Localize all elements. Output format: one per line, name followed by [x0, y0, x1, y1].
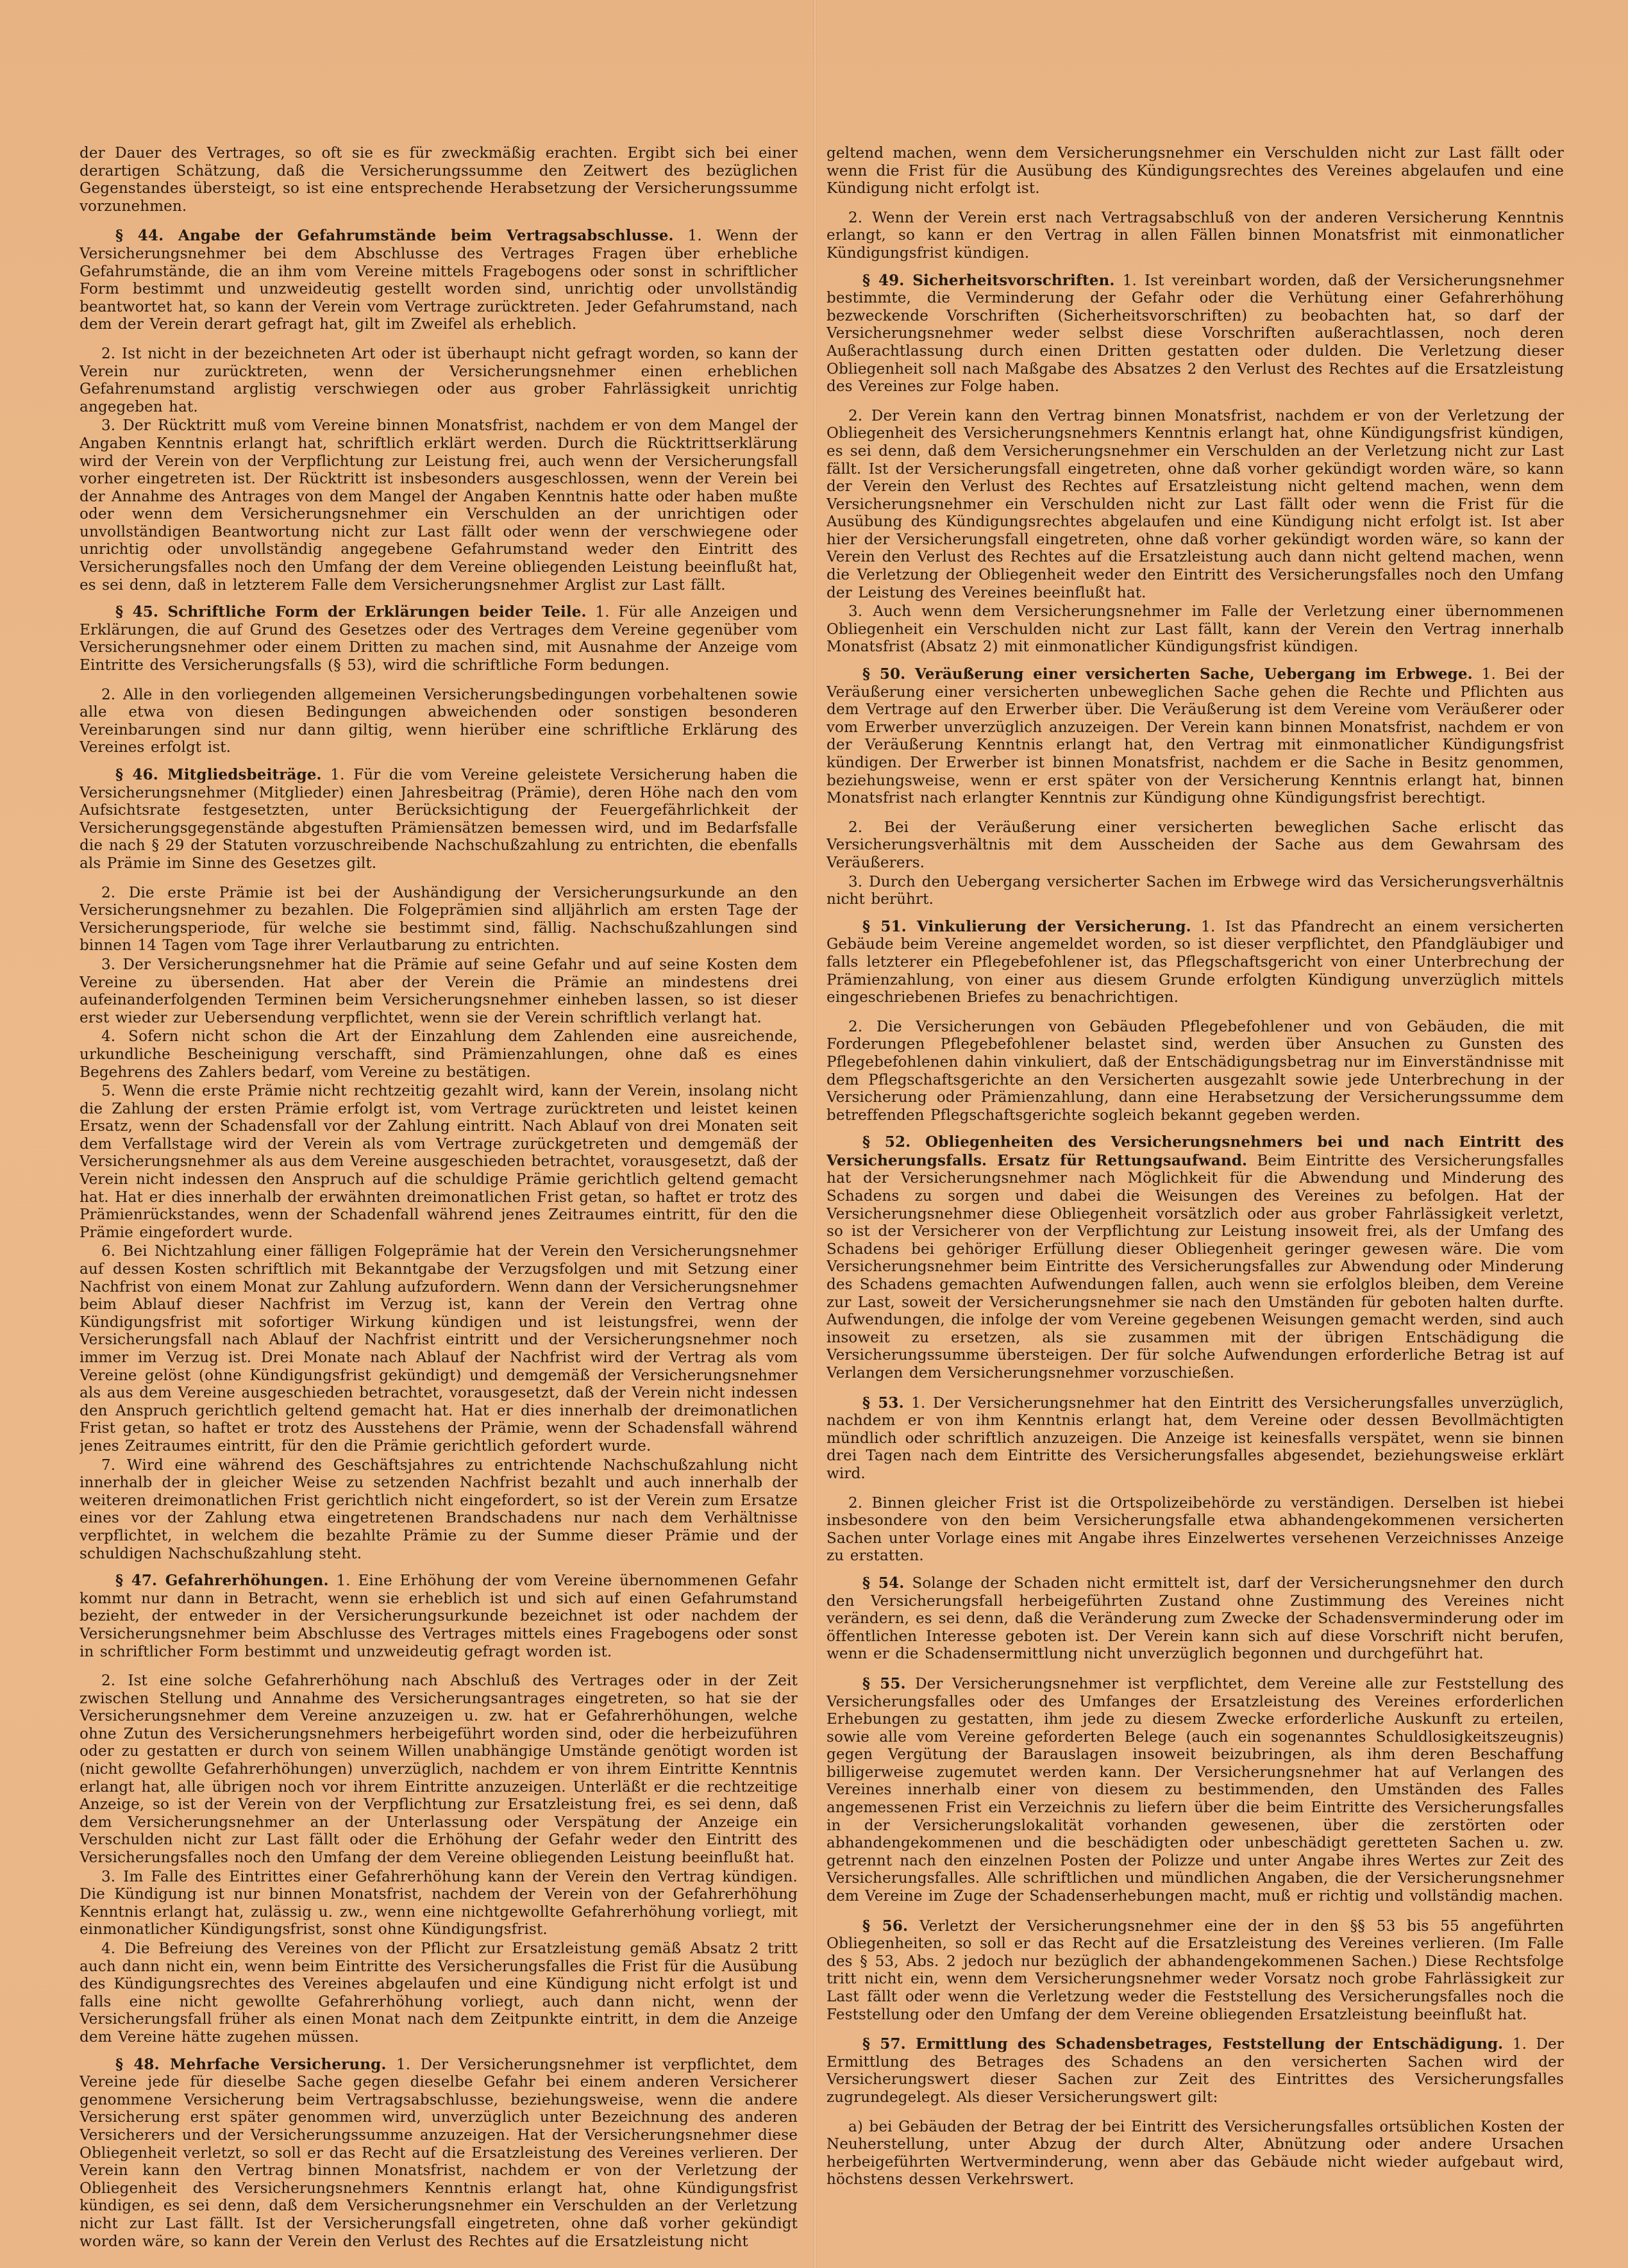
text-paragraph: [80, 1083, 798, 1242]
paragraph-text: 1. Ist vereinbart worden, daß der Versicherungsnehmer bestimmte, die Verminderung der Gefahr oder die Verhütung einer Gefahrerhöhung bezweckende Vorschriften (Sicherheitsvorschriften) zu beobachten hat, so darf der Versicherungsnehmer weder selbst diese Vorschriften außerachtlassen, noch deren Außerachtlassung durch einen Dritten gestatten oder dulden. Die Verletzung dieser Obliegenheit soll nach Maßgabe des Absatzes 2 den Verlust des Rechtes auf die Ersatzleistung des Vereines zur Folge haben.: [827, 272, 1564, 396]
section-paragraph: [827, 1574, 1564, 1663]
section-paragraph: [80, 2056, 798, 2251]
paragraph-text: 5. Wenn die erste Prämie nicht rechtzeitig gezahlt wird, kann der Verein, insolang nicht die Zahlung der ersten Prämie erfolgt ist, vom Vertrage zurücktreten und leistet keinen Ersatz, wenn der Schadensfall vor der Zahlung eintritt. Nach Ablauf von drei Monaten seit dem Verfallstage wird der Verein als vom Vertrage zurückgetreten und demgemäß der Versicherungsnehmer als aus dem Vereine ausgeschieden betrachtet, vorausgesetzt, daß der Verein nicht indessen den Anspruch auf die schuldige Prämie gerichtlich geltend gemacht hat. Hat er dies innerhalb der erwähnten dreimonatlichen Frist getan, so haftet er trotz des Prämienrückstandes, wenn der Schadenfall während jenes Zeitraumes eintritt, für den die Prämie eingefordert wurde.: [80, 1083, 798, 1241]
section-paragraph: [827, 272, 1564, 396]
section-heading: § 55.: [862, 1674, 906, 1692]
section-heading: § 48. Mehrfache Versicherung.: [115, 2055, 387, 2073]
text-paragraph: [827, 819, 1564, 872]
paragraph-text: 1. Für alle Anzeigen und Erklärungen, die auf Grund des Gesetzes oder des Vertrages dem Vereine gegenüber vom Versicherungsnehmer oder einem Dritten zu machen sind, mit Ausnahme der Anzeige vom Eintritte des Versicherungsfalls (§ 53), wird die schriftliche Form bedungen.: [80, 604, 798, 674]
section-paragraph: [827, 1394, 1564, 1483]
section-heading: § 45. Schriftliche Form der Erklärungen beider Teile.: [115, 603, 587, 621]
text-paragraph: [827, 874, 1564, 909]
paragraph-text: 1. Wenn der Versicherungsnehmer bei dem Abschlusse des Vertrages Fragen über erhebliche Gefahrumstände, die an ihm vom Vereine mittels Fragebogens oder sonst in schriftlicher Form bestimmt und unzweideutig gestellt worden sind, unrichtig oder unvollständig beantwortet hat, so kann der Verein vom Vertrage zurücktreten. Jeder Gefahrumstand, nach dem der Verein derart gefragt hat, gilt im Zweifel als erheblich.: [80, 228, 798, 333]
paragraph-text: 1. Der Versicherungsnehmer hat den Eintritt des Versicherungsfalles unverzüglich, nachdem er von ihm Kenntnis erlangt hat, dem Vereine oder dessen Bevollmächtigten mündlich oder schriftlich anzuzeigen. Die Anzeige ist keinesfalls verspätet, wenn sie binnen drei Tagen nach dem Eintritte des Versicherungsfalles abgesendet, beziehungsweise erklärt wird.: [827, 1394, 1564, 1482]
section-paragraph: [80, 766, 798, 873]
text-paragraph: [80, 1457, 798, 1563]
section-paragraph: [827, 1133, 1564, 1382]
paragraph-text: 2. Ist eine solche Gefahrerhöhung nach Abschluß des Vertrages oder in der Zeit zwischen Stellung und Annahme des Versicherungsantrages eingetreten, so hat sie der Versicherungsnehmer dem Vereine anzuzeigen u. zw. hat er Gefahrerhöhungen, welche ohne Zutun des Versicherungsnehmers herbeigeführt worden sind, oder die herbeizuführen oder zu gestatten er durch von seinem Willen unabhängige Umstände genötigt worden ist (nicht gewollte Gefahrerhöhungen) unverzüglich, nachdem er von ihrem Eintritte Kenntnis erlangt hat, alle übrigen noch vor ihrem Eintritte anzuzeigen. Unterläßt er die rechtzeitige Anzeige, so ist der Verein von der Verpflichtung zur Ersatzleistung frei, es sei denn, daß dem Versicherungsnehmer an der Unterlassung oder Verspätung der Anzeige ein Verschulden nicht zur Last fällt oder die Erhöhung der Gefahr weder den Eintritt des Versicherungsfalles noch den Umfang der dem Vereine obliegenden Leistung beeinflußt hat.: [80, 1672, 798, 1867]
paragraph-text: 4. Sofern nicht schon die Art der Einzahlung dem Zahlenden eine ausreichende, urkundliche Bescheinigung verschafft, sind Prämienzahlungen, ohne daß es eines Begehrens des Zahlers bedarf, vom Vereine zu bestätigen.: [80, 1028, 798, 1081]
section-heading: § 46. Mitgliedsbeiträge.: [115, 766, 322, 783]
paragraph-text: Solange der Schaden nicht ermittelt ist, darf der Versicherungsnehmer den durch den Versicherungsfall herbeigeführten Zustand ohne Zustimmung des Vereines nicht verändern, es sei denn, daß die Veränderung zum Zwecke der Schadensverminderung oder im öffentlichen Interesse geboten ist. Der Verein kann sich auf diese Vorschrift nicht berufen, wenn er die Schadensermittlung nicht unverzüglich begonnen und durchgeführt hat.: [827, 1574, 1564, 1663]
section-paragraph: [827, 918, 1564, 1007]
text-paragraph: [827, 1495, 1564, 1565]
section-heading: § 52. Obliegenheiten des Versicherungsnehmers bei und nach Eintritt des Versicherungsfalls. Ersatz für Rettungsaufwand.: [827, 1133, 1564, 1169]
paragraph-text: 6. Bei Nichtzahlung einer fälligen Folgeprämie hat der Verein den Versicherungsnehmer auf dessen Kosten schriftlich mit Bekanntgabe der Verzugsfolgen und mit Setzung einer Nachfrist von einem Monat zur Zahlung aufzufordern. Wenn dann der Versicherungsnehmer beim Ablauf dieser Nachfrist im Verzug ist, kann der Verein den Vertrag ohne Kündigungsfrist mit sofortiger Wirkung kündigen und ist leistungsfrei, wenn der Versicherungsfall nach Ablauf der Nachfrist eintritt und der Versicherungsnehmer noch immer im Verzug ist. Drei Monate nach Ablauf der Nachfrist wird der Vertrag als vom Vereine gelöst (ohne Kündigungsfrist gekündigt) und demgemäß der Versicherungsnehmer als aus dem Vereine ausgeschieden betrachtet, vorausgesetzt, daß der Verein nicht indessen den Anspruch gerichtlich geltend gemacht hat. Hat er dies innerhalb der dreimonatlichen Frist getan, so haftet er trotz des Ausstehens der Prämie, wenn der Schadensfall während jenes Zeitraumes eintritt, für den die Prämie gerichtlich gefordert wurde.: [80, 1243, 798, 1455]
paragraph-text: 3. Der Rücktritt muß vom Vereine binnen Monatsfrist, nachdem er von dem Mangel der Angaben Kenntnis erlangt hat, schriftlich erklärt werden. Durch die Rücktrittserklärung wird der Verein von der Verpflichtung zur Leistung frei, auch wenn der Versicherungsfall vorher eingetreten ist. Der Rücktritt ist insbesonders ausgeschlossen, wenn der Verein bei der Annahme des Antrages von dem Mangel der Angaben Kenntnis hatte oder haben mußte oder wenn dem Versicherungsnehmer ein Verschulden an der unrichtigen oder unvollständigen Beantwortung nicht zur Last fällt oder wenn der verschwiegene oder unrichtig oder unvollständig angegebene Gefahrumstand weder den Eintritt des Versicherungsfalles noch den Umfang der dem Vereine obliegenden Leistung beeinflußt hat, es sei denn, daß in letzterem Falle dem Versicherungsnehmer Arglist zur Last fällt.: [80, 417, 798, 594]
text-paragraph: [80, 687, 798, 757]
paragraph-text: 3. Auch wenn dem Versicherungsnehmer im Falle der Verletzung einer übernommenen Obliegenheit ein Verschulden nicht zur Last fällt, kann der Verein den Vertrag innerhalb Monatsfrist (Absatz 2) mit einmonatlicher Kündigungsfrist kündigen.: [827, 603, 1564, 656]
paragraph-text: Beim Eintritte des Versicherungsfalles hat der Versicherungsnehmer nach Möglichkeit für die Abwendung und Minderung des Schadens zu sorgen und dabei die Weisungen des Vereines zu befolgen. Hat der Versicherungsnehmer diese Obliegenheit vorsätzlich oder aus grober Fahrlässigkeit verletzt, so ist der Versicherer von der Verpflichtung zur Leistung insoweit frei, als der Umfang des Schadens bei gehöriger Erfüllung dieser Obliegenheit geringer gewesen wäre. Die vom Versicherungsnehmer beim Eintritte des Versicherungsfalles zur Abwendung oder Minderung des Schadens gemachten Aufwendungen fallen, auch wenn sie erfolglos bleiben, dem Vereine zur Last, soweit der Versicherungsnehmer sie nach den Umständen für geboten halten durfte. Aufwendungen, die infolge der vom Vereine gegebenen Weisungen gemacht werden, sind auch insoweit zu ersetzen, als sie zusammen mit der übrigen Entschädigung die Versicherungssumme übersteigen. Der für solche Aufwendungen erforderliche Betrag ist auf Verlangen dem Versicherungsnehmer vorzuschießen.: [827, 1152, 1564, 1381]
paragraph-text: der Dauer des Vertrages, so oft sie es für zweckmäßig erachten. Ergibt sich bei einer derartigen Schätzung, daß die Versicherungssumme den Zeitwert des bezüglichen Gegenstandes übersteigt, so ist eine entsprechende Herabsetzung der Versicherungssumme vorzunehmen.: [80, 145, 798, 215]
paragraph-text: 2. Ist nicht in der bezeichneten Art oder ist überhaupt nicht gefragt worden, so kann der Verein nur zurücktreten, wenn der Versicherungsnehmer einen erheblichen Gefahrenumstand arglistig verschwiegen oder aus grober Fahrlässigkeit unrichtig angegeben hat.: [80, 345, 798, 415]
text-paragraph: [80, 1672, 798, 1867]
text-paragraph: [827, 1019, 1564, 1125]
text-paragraph: [80, 145, 798, 215]
section-paragraph: [80, 603, 798, 674]
section-heading: § 50. Veräußerung einer versicherten Sache, Uebergang im Erbwege.: [862, 665, 1473, 683]
text-paragraph: [827, 2119, 1564, 2189]
section-heading: § 51. Vinkulierung der Versicherung.: [862, 917, 1191, 935]
text-paragraph: [827, 603, 1564, 656]
section-heading: § 56.: [862, 1917, 909, 1935]
paragraph-text: 1. Bei der Veräußerung einer versicherten unbeweglichen Sache gehen die Rechte und Pflichten aus dem Vertrage auf den Erwerber über. Die Veräußerung ist dem Vereine vom Veräußerer oder vom Erwerber unverzüglich anzuzeigen. Der Verein kann binnen Monatsfrist, nachdem er von der Veräußerung Kenntnis erlangt hat, den Vertrag mit einmonatlicher Kündigungsfrist kündigen. Der Erwerber ist binnen Monatsfrist, nachdem er die Sache in Besitz genommen, beziehungsweise, wenn er erst später von der Versicherung Kenntnis erlangt hat, binnen Monatsfrist nach erlangter Kenntnis zur Kündigung ohne Kündigungsfrist berechtigt.: [827, 666, 1564, 807]
paragraph-text: 2. Alle in den vorliegenden allgemeinen Versicherungsbedingungen vorbehaltenen sowie alle etwa von diesen Bedingungen abweichenden oder sonstigen besonderen Vereinbarungen sind nur dann giltig, wenn hierüber eine schriftliche Erklärung des Vereines erfolgt ist.: [80, 686, 798, 756]
text-paragraph: [80, 1028, 798, 1081]
section-heading: § 57. Ermittlung des Schadensbetrages, Feststellung der Entschädigung.: [862, 2035, 1504, 2053]
paragraph-text: 2. Der Verein kann den Vertrag binnen Monatsfrist, nachdem er von der Verletzung der Obliegenheit des Versicherungsnehmers Kenntnis erlangt hat, ohne Kündigungsfrist kündigen, es sei denn, daß dem Versicherungsnehmer ein Verschulden an der Verletzung nicht zur Last fällt. Ist der Versicherungsfall eingetreten, ohne daß vorher gekündigt worden wäre, so kann der Verein den Verlust des Rechtes auf Ersatzleistung nicht geltend machen, wenn dem Versicherungsnehmer ein Verschulden nicht zur Last fällt oder wenn die Frist für die Ausübung des Kündigungsrechtes abgelaufen und eine Kündigung nicht erfolgt ist. Ist aber hier der Versicherungsfall eingetreten, ohne daß vorher gekündigt worden wäre, so kann der Verein den Verlust des Rechtes auf die Ersatzleistung auch dann nicht geltend machen, wenn die Verletzung der Obliegenheit weder den Eintritt des Versicherungsfalles noch den Umfang der Leistung des Vereines beeinflußt hat.: [827, 407, 1564, 601]
paragraph-text: 2. Die erste Prämie ist bei der Aushändigung der Versicherungsurkunde an den Versicherungsnehmer zu bezahlen. Die Folgeprämien sind alljährlich am ersten Tage der Versicherungsperiode, für welche sie bestimmt sind, fällig. Nachschußzahlungen sind binnen 14 Tagen vom Tage ihrer Verlautbarung zu entrichten.: [80, 884, 798, 955]
left-column: [80, 145, 798, 2254]
text-paragraph: [80, 346, 798, 416]
paragraph-text: 3. Im Falle des Eintrittes einer Gefahrerhöhung kann der Verein den Vertrag kündigen. Die Kündigung ist nur binnen Monatsfrist, nachdem der Verein von der Gefahrerhöhung Kenntnis erlangt hat, zulässig u. zw., wenn eine nichtgewollte Gefahrerhöhung vorliegt, mit einmonatlicher Kündigungsfrist, sonst ohne Kündigungsfrist.: [80, 1868, 798, 1939]
text-paragraph: [80, 885, 798, 955]
text-paragraph: [827, 210, 1564, 263]
paragraph-text: 2. Wenn der Verein erst nach Vertragsabschluß von der anderen Versicherung Kenntnis erlangt, so kann er den Vertrag in allen Fällen binnen Monatsfrist mit einmonatlicher Kündigungsfrist kündigen.: [827, 209, 1564, 262]
paragraph-text: 1. Eine Erhöhung der vom Vereine übernommenen Gefahr kommt nur dann in Betracht, wenn sie erheblich ist und sich auf einen Gefahrumstand bezieht, der entweder in der Versicherungsurkunde bezeichnet ist oder nachdem der Versicherungsnehmer beim Abschlusse des Vertrages mittels eines Fragebogens oder sonst in schriftlicher Form bestimmt und unzweideutig gefragt worden ist.: [80, 1572, 798, 1660]
section-heading: § 47. Gefahrerhöhungen.: [115, 1572, 329, 1590]
paragraph-text: 7. Wird eine während des Geschäftsjahres zu entrichtende Nachschußzahlung nicht innerhalb der in gleicher Weise zu setzenden Nachfrist bezahlt und auch innerhalb der weiteren dreimonatlichen Frist gerichtlich nicht eingefordert, so ist der Verein zum Ersatze eines vor der Zahlung etwa eingetretenen Brandschadens nur nach dem Verhältnisse verpflichtet, in welchem die bezahlte Prämie zu der Summe dieser Prämie und der schuldigen Nachschußzahlung steht.: [80, 1456, 798, 1562]
paragraph-text: 2. Die Versicherungen von Gebäuden Pflegebefohlener und von Gebäuden, die mit Forderungen Pflegebefohlener belastet sind, werden über Ansuchen zu Gunsten des Pflegebefohlenen dahin vinkuliert, daß der Entschädigungsbetrag nur im Einverständnisse mit dem Pflegschaftsgerichte an den Versicherten ausgezahlt sowie jede Unterbrechung in der Versicherung oder Prämienzahlung, dann eine Herabsetzung der Versicherungssumme dem betreffenden Pflegschaftsgerichte sogleich bekannt gegeben werden.: [827, 1018, 1564, 1124]
section-paragraph: [80, 227, 798, 334]
text-paragraph: [80, 417, 798, 594]
section-paragraph: [827, 1917, 1564, 2024]
paragraph-text: Verletzt der Versicherungsnehmer eine der in den §§ 53 bis 55 angeführten Obliegenheiten, so soll er das Recht auf die Ersatzleistung des Vereines verlieren. (Im Falle des § 53, Abs. 2 jedoch nur bezüglich der abhandengekommenen Sachen.) Diese Rechtsfolge tritt nicht ein, wenn dem Versicherungsnehmer weder Vorsatz noch grobe Fahrlässigkeit zur Last fällt oder wenn die Verletzung weder die Feststellung des Versicherungsfalles noch die Feststellung oder den Umfang der dem Vereine obliegenden Ersatzleistung beeinflußt hat.: [827, 1917, 1564, 2023]
paragraph-text: 2. Binnen gleicher Frist ist die Ortspolizeibehörde zu verständigen. Derselben ist hiebei insbesondere von den beim Versicherungsfalle etwa abhandengekommenen versicherten Sachen unter Vorlage eines mit Angabe ihres Einzelwertes versehenen Verzeichnisses Anzeige zu erstatten.: [827, 1494, 1564, 1565]
paragraph-text: 3. Der Versicherungsnehmer hat die Prämie auf seine Gefahr und auf seine Kosten dem Vereine zu übersenden. Hat aber der Verein die Prämie an mindestens drei aufeinanderfolgenden Terminen beim Versicherungsnehmer einheben lassen, so ist dieser erst wieder zur Uebersendung verpflichtet, wenn sie der Verein schriftlich verlangt hat.: [80, 956, 798, 1026]
paragraph-text: 2. Bei der Veräußerung einer versicherten beweglichen Sache erlischt das Versicherungsverhältnis mit dem Ausscheiden der Sache aus dem Gewahrsam des Veräußerers.: [827, 819, 1564, 871]
paragraph-text: 1. Der Versicherungsnehmer ist verpflichtet, dem Vereine jede für dieselbe Sache gegen dieselbe Gefahr bei einem anderen Versicherer genommene Versicherung beim Vertragsabschlusse, beziehungsweise, wenn die andere Versicherung erst später genommen wird, unverzüglich unter Bezeichnung des anderen Versicherers und der Versicherungssumme anzuzeigen. Hat der Versicherungsnehmer diese Obliegenheit verletzt, so soll er das Recht auf die Ersatzleistung des Vereines verlieren. Der Verein kann den Vertrag binnen Monatsfrist, nachdem er von der Verletzung der Obliegenheit des Versicherungsnehmers Kenntnis erlangt hat, ohne Kündigungsfrist kündigen, es sei denn, daß dem Versicherungsnehmer ein Verschulden an der Verletzung nicht zur Last fällt. Ist der Versicherungsfall eingetreten, ohne daß vorher gekündigt worden wäre, so kann der Verein den Verlust des Rechtes auf die Ersatzleistung nicht: [80, 2056, 798, 2250]
text-paragraph: [80, 1869, 798, 1939]
paragraph-text: 1. Der Ermittlung des Betrages des Schadens an den versicherten Sachen wird der Versicherungswert dieser Sachen zur Zeit des Eintrittes des Versicherungsfalles zugrundegelegt. Als dieser Versicherungswert gilt:: [827, 2036, 1564, 2106]
section-heading: § 49. Sicherheitsvorschriften.: [862, 271, 1115, 289]
section-heading: § 53.: [862, 1394, 904, 1412]
paragraph-text: geltend machen, wenn dem Versicherungsnehmer ein Verschulden nicht zur Last fällt oder wenn die Frist für die Ausübung des Kündigungsrechtes des Vereines abgelaufen und eine Kündigung nicht erfolgt ist.: [827, 145, 1564, 197]
right-column: [827, 145, 1564, 2254]
page-fold: [813, 0, 817, 2268]
paragraph-text: 1. Für die vom Vereine geleistete Versicherung haben die Versicherungsnehmer (Mitglieder) einen Jahresbeitrag (Prämie), deren Höhe nach den vom Aufsichtsrate festgesetzten, unter Berücksichtigung der Feuergefährlichkeit der Versicherungsgegenstände abgestuften Prämiensätzen bemessen wird, und im Bedarfsfalle die nach § 29 der Statuten vorzuschreibende Nachschußzahlung zu entrichten, die ebenfalls als Prämie im Sinne des Gesetzes gilt.: [80, 767, 798, 872]
paragraph-text: 1. Ist das Pfandrecht an einem versicherten Gebäude beim Vereine angemeldet worden, so ist dieser verpflichtet, den Pfandgläubiger und falls letzterer ein Pflegebefohlener ist, das Pflegschaftsgericht von einer Unterbrechung der Prämienzahlung, von einer aus diesem Grunde erfolgten Kündigung unverzüglich mittels eingeschriebenen Briefes zu benachrichtigen.: [827, 918, 1564, 1006]
paragraph-text: 3. Durch den Uebergang versicherter Sachen im Erbwege wird das Versicherungsverhältnis nicht berührt.: [827, 873, 1564, 908]
paragraph-text: a) bei Gebäuden der Betrag der bei Eintritt des Versicherungsfalles ortsüblichen Kosten der Neuherstellung, unter Abzug der durch Alter, Abnützung oder andere Ursachen herbeigeführten Wertverminderung, wenn aber das Gebäude nicht wieder aufgebaut wird, höchstens dessen Verkehrswert.: [827, 2118, 1564, 2189]
section-heading: § 44. Angabe der Gefahrumstände beim Vertragsabschlusse.: [115, 227, 674, 245]
text-paragraph: [827, 145, 1564, 198]
section-paragraph: [827, 2035, 1564, 2106]
text-paragraph: [827, 408, 1564, 603]
section-heading: § 54.: [862, 1574, 905, 1592]
text-paragraph: [80, 956, 798, 1027]
text-paragraph: [80, 1940, 798, 2047]
section-paragraph: [827, 1675, 1564, 1906]
section-paragraph: [80, 1572, 798, 1661]
section-paragraph: [827, 665, 1564, 808]
paragraph-text: Der Versicherungsnehmer ist verpflichtet, dem Vereine alle zur Feststellung des Versicherungsfalles oder des Umfanges der Ersatzleistung des Vereines erforderlichen Erhebungen zu gestatten, ihm jede zu diesem Zwecke erforderliche Auskunft zu erteilen, sowie alle vom Vereine geforderten Belege (auch ein sogenanntes Schuldlosigkeitszeugnis) gegen Vergütung der Barauslagen insoweit beizubringen, als ihm deren Beschaffung billigerweise zugemutet werden kann. Der Versicherungsnehmer hat auf Verlangen des Vereines innerhalb einer von diesem zu bestimmenden, den Umständen des Falles angemessenen Frist ein Verzeichnis zu liefern über die beim Eintritte des Versicherungsfalles in der Versicherungslokalität vorhanden gewesenen, über die zerstörten oder abhandengekommenen und die beschädigten oder unbeschädigt geretteten Sachen u. zw. getrennt nach den einzelnen Posten der Polizze und unter Angabe ihres Wertes zur Zeit des Versicherungsfalles. Alle schriftlichen und mündlichen Angaben, die der Versicherungsnehmer dem Vereine im Zuge der Schadenserhebungen macht, muß er richtig und vollständig machen.: [827, 1675, 1564, 1905]
paragraph-text: 4. Die Befreiung des Vereines von der Pflicht zur Ersatzleistung gemäß Absatz 2 tritt auch dann nicht ein, wenn beim Eintritte des Versicherungsfalles die Frist für die Ausübung des Kündigungsrechtes des Vereines abgelaufen und eine Kündigung nicht erfolgt ist und falls eine nicht gewollte Gefahrerhöhung vorliegt, auch dann nicht, wenn der Versicherungsfall früher als einen Monat nach dem Zeitpunkte eintritt, in dem die Anzeige dem Vereine hätte zugehen müssen.: [80, 1940, 798, 2046]
text-paragraph: [80, 1243, 798, 1455]
